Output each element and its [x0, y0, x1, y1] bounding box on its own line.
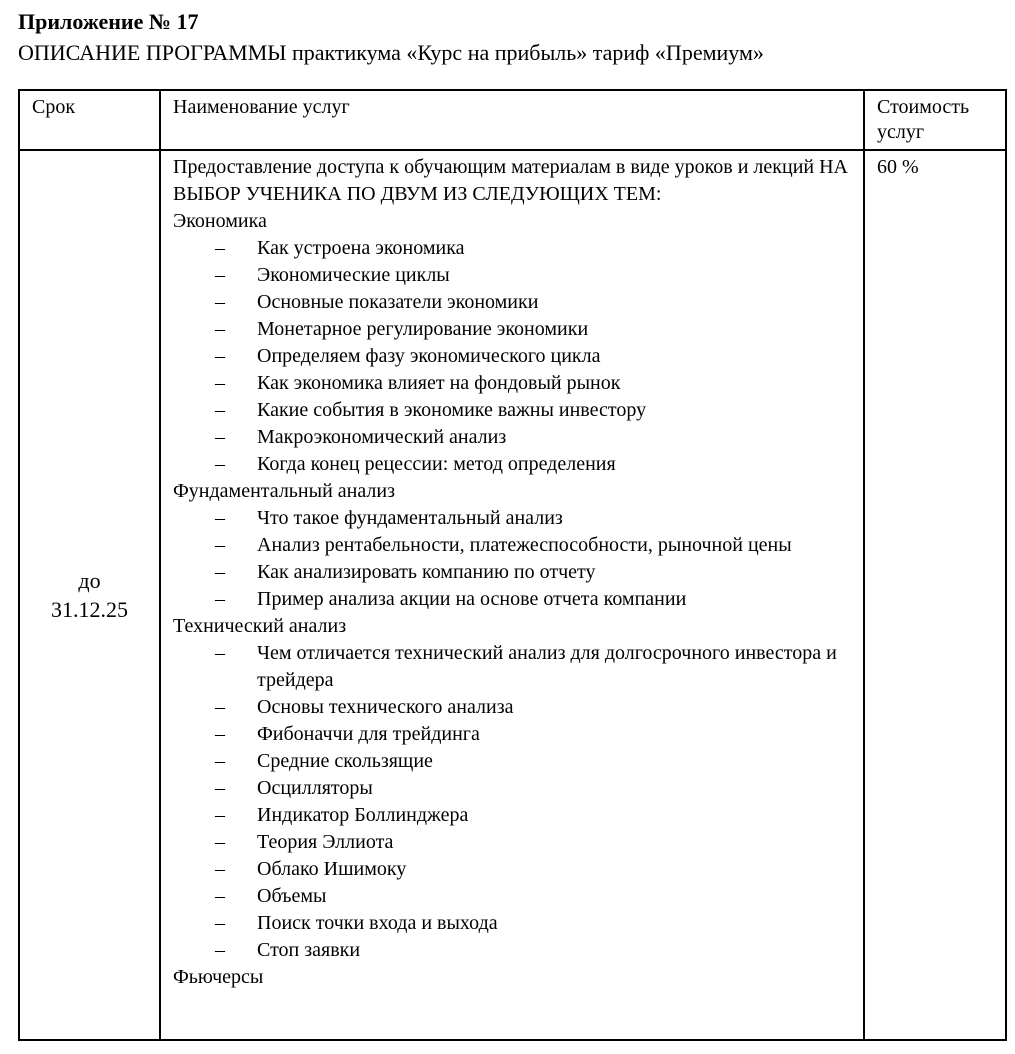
list-item-text: Экономические циклы: [257, 264, 450, 286]
services-table: [18, 89, 1007, 1041]
list-item-text: Что такое фундаментальный анализ: [257, 507, 563, 529]
list-item: [173, 910, 855, 937]
period-date: 31.12.25: [51, 597, 128, 622]
list-item-text: Средние скользящие: [257, 750, 433, 772]
services-intro: Предоставление доступа к обучающим материалам в виде уроков и лекций НА ВЫБОР УЧЕНИКА ПО ДВУМ ИЗ СЛЕДУЮЩИХ ТЕМ:: [173, 156, 848, 205]
list-item: [173, 424, 855, 451]
list-item: [173, 343, 855, 370]
list-item: [173, 316, 855, 343]
dash-bullet: –: [215, 561, 225, 583]
dash-bullet: –: [215, 318, 225, 340]
dash-bullet: –: [215, 264, 225, 286]
list-item: [173, 262, 855, 289]
list-item-text: Пример анализа акции на основе отчета компании: [257, 588, 687, 610]
list-item: [173, 775, 855, 802]
column-header-period: Срок: [19, 90, 160, 150]
dash-bullet: –: [215, 642, 225, 664]
dash-bullet: –: [215, 723, 225, 745]
list-item: [173, 829, 855, 856]
column-header-cost: Стоимость услуг: [864, 90, 1006, 150]
dash-bullet: –: [215, 345, 225, 367]
period-prefix: до: [78, 568, 101, 593]
dash-bullet: –: [215, 858, 225, 880]
list-item: [173, 505, 855, 532]
table-row: [19, 150, 1006, 1040]
topic-sections: [173, 208, 855, 991]
dash-bullet: –: [215, 426, 225, 448]
list-item: [173, 694, 855, 721]
list-item-text: Как устроена экономика: [257, 237, 465, 259]
list-item-text: Как экономика влияет на фондовый рынок: [257, 372, 621, 394]
list-item-text: Основные показатели экономики: [257, 291, 539, 313]
dash-bullet: –: [215, 237, 225, 259]
section-item-list: [173, 640, 855, 964]
list-item: [173, 532, 855, 559]
list-item: [173, 640, 855, 694]
list-item: [173, 559, 855, 586]
column-header-services: Наименование услуг: [160, 90, 864, 150]
list-item-text: Когда конец рецессии: метод определения: [257, 453, 616, 475]
list-item-text: Основы технического анализа: [257, 696, 514, 718]
dash-bullet: –: [215, 291, 225, 313]
list-item: [173, 748, 855, 775]
dash-bullet: –: [215, 507, 225, 529]
list-item: [173, 883, 855, 910]
list-item-text: Какие события в экономике важны инвестору: [257, 399, 647, 421]
dash-bullet: –: [215, 696, 225, 718]
list-item-text: Монетарное регулирование экономики: [257, 318, 589, 340]
list-item: [173, 937, 855, 964]
cost-cell: 60 %: [864, 150, 1006, 1040]
section-title: Фундаментальный анализ: [173, 480, 395, 502]
dash-bullet: –: [215, 777, 225, 799]
list-item-text: Индикатор Боллинджера: [257, 804, 469, 826]
dash-bullet: –: [215, 804, 225, 826]
list-item-text: Объемы: [257, 885, 327, 907]
list-item-text: Теория Эллиота: [257, 831, 394, 853]
list-item-text: Фибоначчи для трейдинга: [257, 723, 480, 745]
list-item: [173, 856, 855, 883]
dash-bullet: –: [215, 372, 225, 394]
dash-bullet: –: [215, 885, 225, 907]
list-item-text: Осцилляторы: [257, 777, 373, 799]
program-description-title: ОПИСАНИЕ ПРОГРАММЫ практикума «Курс на прибыль» тариф «Премиум»: [18, 40, 764, 65]
list-item: [173, 370, 855, 397]
list-item-text: Анализ рентабельности, платежеспособности, рыночной цены: [257, 534, 792, 556]
dash-bullet: –: [215, 750, 225, 772]
list-item: [173, 586, 855, 613]
section-title: Фьючерсы: [173, 966, 264, 988]
list-item: [173, 289, 855, 316]
dash-bullet: –: [215, 831, 225, 853]
table-header-row: [19, 90, 1006, 150]
section-item-list: [173, 505, 855, 613]
appendix-title: Приложение № 17: [18, 9, 199, 34]
dash-bullet: –: [215, 453, 225, 475]
list-item-text: Как анализировать компанию по отчету: [257, 561, 596, 583]
list-item-text: Чем отличается технический анализ для долгосрочного инвестора и трейдера: [257, 642, 837, 691]
section-title: Технический анализ: [173, 615, 347, 637]
list-item: [173, 451, 855, 478]
list-item-text: Макроэкономический анализ: [257, 426, 507, 448]
list-item-text: Определяем фазу экономического цикла: [257, 345, 601, 367]
dash-bullet: –: [215, 588, 225, 610]
list-item: [173, 397, 855, 424]
section-title: Экономика: [173, 210, 267, 232]
dash-bullet: –: [215, 939, 225, 961]
period-cell: [19, 150, 160, 1040]
list-item-text: Поиск точки входа и выхода: [257, 912, 498, 934]
list-item: [173, 802, 855, 829]
list-item: [173, 721, 855, 748]
dash-bullet: –: [215, 534, 225, 556]
dash-bullet: –: [215, 399, 225, 421]
section-item-list: [173, 235, 855, 478]
list-item: [173, 235, 855, 262]
list-item-text: Облако Ишимоку: [257, 858, 407, 880]
list-item-text: Стоп заявки: [257, 939, 361, 961]
dash-bullet: –: [215, 912, 225, 934]
services-cell: [160, 150, 864, 1040]
